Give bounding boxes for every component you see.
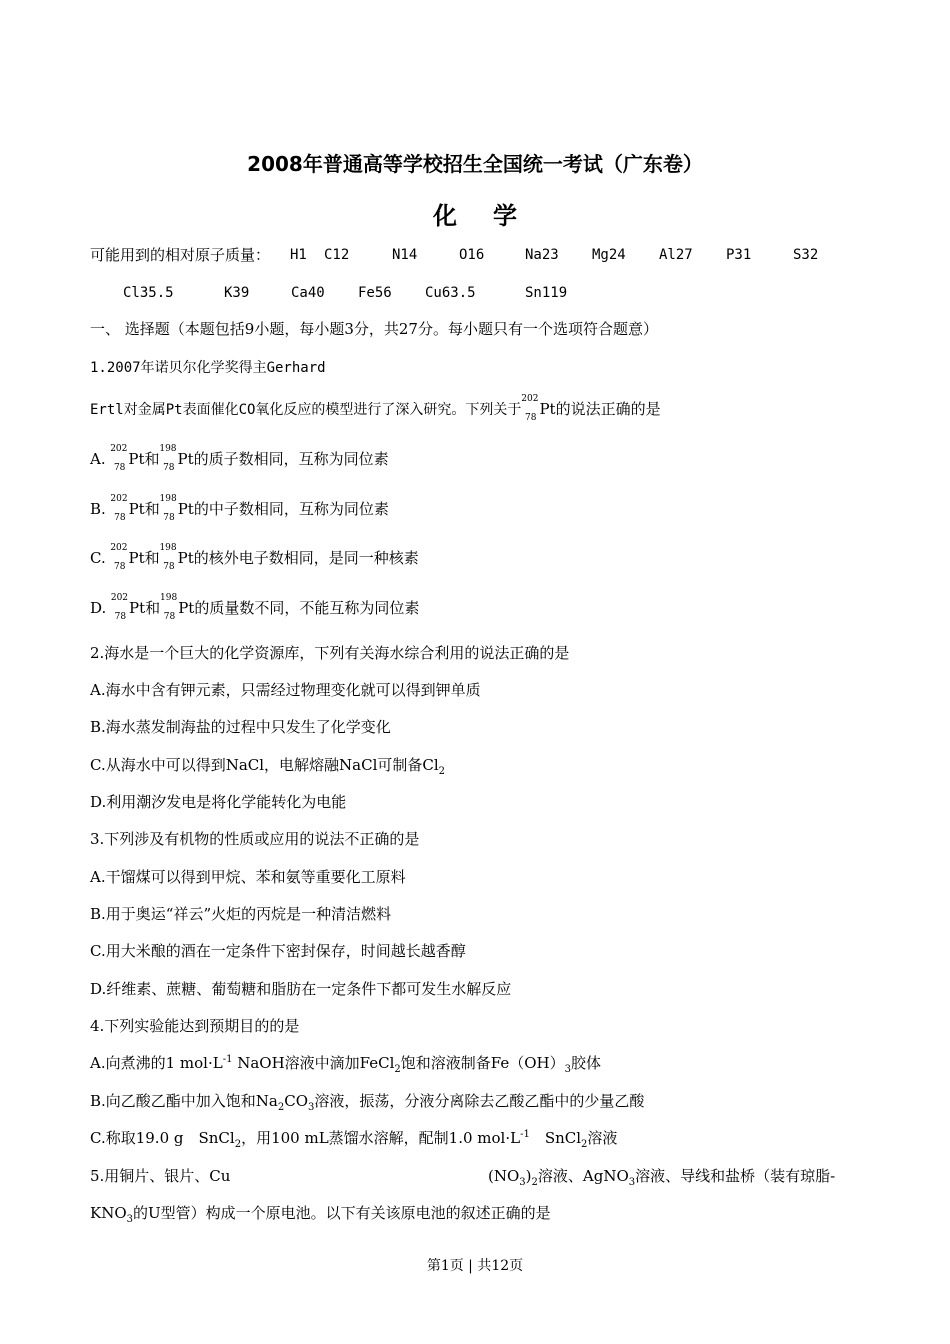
atomic-mass-label: 可能用到的相对原子质量： [90, 246, 271, 264]
atomic-mass-item: Sn119 [525, 285, 568, 301]
question-2-option-d: D.利用潮汐发电是将化学能转化为电能 [90, 793, 347, 811]
question-5-line-2: $KNO_3$的U型管）构成一个原电池。以下有关该原电池的叙述正确的是 [90, 1204, 551, 1225]
question-4-option-b: B.向乙酸乙酯中加入饱和$Na_2CO_3$溶液，振荡，分液分离除去乙酸乙酯中的少量乙酸 [90, 1092, 645, 1113]
exam-title: 2008年普通高等学校招生全国统一考试（广东卷） [247, 152, 703, 176]
section-heading: 一、 选择题（本题包括9小题，每小题3分，共27分。每小题只有一个选项符合题意） [90, 320, 658, 338]
atomic-mass-item: N14 [392, 247, 418, 263]
atomic-mass-item: Mg24 [592, 247, 626, 263]
atomic-mass-item: S32 [793, 247, 819, 263]
question-1-option-c: C. 202 78 Pt和 198 78 Pt的核外电子数相同，是同一种核素 [90, 543, 419, 572]
question-3-option-c: C.用大米酿的酒在一定条件下密封保存，时间越长越香醇 [90, 942, 466, 960]
question-4-option-c: C.称取19.0 g SnCl$_2$，用100 mL蒸馏水溶解，配制1.0 $mol\cdot L^{-1}$ SnCl$_2$溶液 [90, 1129, 618, 1150]
page-footer: 第1页 | 共12页 [426, 1258, 524, 1274]
question-2-option-c: C.从海水中可以得到NaCl，电解熔融NaCl可制备$Cl_2$ [90, 756, 446, 777]
question-5-line-1b: $(NO_3)_2$溶液、AgNO$_3$溶液、导线和盐桥（装有琼脂- [488, 1167, 836, 1188]
question-1-option-a: A. 202 78 Pt和 198 78 Pt的质子数相同，互称为同位素 [90, 444, 389, 473]
atomic-mass-item: C12 [324, 247, 350, 263]
question-3-option-a: A.干馏煤可以得到甲烷、苯和氨等重要化工原料 [90, 868, 406, 886]
atomic-mass-item: K39 [224, 285, 250, 301]
question-3-stem: 3.下列涉及有机物的性质或应用的说法不正确的是 [90, 830, 420, 848]
atomic-mass-item: H1 [290, 247, 307, 263]
question-1-line-1: 1.2007年诺贝尔化学奖得主Gerhard [90, 360, 326, 376]
subject-heading: 化学 [433, 202, 553, 230]
question-5-line-1a: 5.用铜片、银片、Cu [90, 1167, 231, 1185]
question-2-option-a: A.海水中含有钾元素，只需经过物理变化就可以得到钾单质 [90, 681, 481, 699]
isotope-symbol: 202 78 [521, 394, 539, 423]
question-1-line-2: Ertl对金属Pt表面催化CO氧化反应的模型进行了深入研究。下列关于 202 78 Pt的说法正确的是 [90, 394, 661, 423]
question-3-option-b: B.用于奥运“祥云”火炬的丙烷是一种清洁燃料 [90, 905, 392, 923]
question-3-option-d: D.纤维素、蔗糖、葡萄糖和脂肪在一定条件下都可发生水解反应 [90, 980, 512, 998]
question-4-stem: 4.下列实验能达到预期目的的是 [90, 1017, 300, 1035]
question-4-option-a: A.向煮沸的1 $mol\cdot L^{-1}$ NaOH溶液中滴加FeCl$_2$饱和溶液制备$Fe(OH)_3$胶体 [90, 1054, 602, 1075]
question-2-stem: 2.海水是一个巨大的化学资源库，下列有关海水综合利用的说法正确的是 [90, 644, 570, 662]
atomic-mass-item: Fe56 [358, 285, 392, 301]
atomic-mass-item: O16 [459, 247, 485, 263]
atomic-mass-item: Al27 [659, 247, 693, 263]
atomic-mass-item: Cl35.5 [123, 285, 174, 301]
atomic-mass-item: P31 [726, 247, 752, 263]
atomic-mass-item: Na23 [525, 247, 559, 263]
atomic-mass-item: Cu63.5 [425, 285, 476, 301]
question-1-option-d: D. 202 78 Pt和 198 78 Pt的质量数不同，不能互称为同位素 [90, 593, 420, 622]
atomic-mass-item: Ca40 [291, 285, 325, 301]
question-2-option-b: B.海水蒸发制海盐的过程中只发生了化学变化 [90, 718, 391, 736]
question-1-option-b: B. 202 78 Pt和 198 78 Pt的中子数相同，互称为同位素 [90, 494, 389, 523]
